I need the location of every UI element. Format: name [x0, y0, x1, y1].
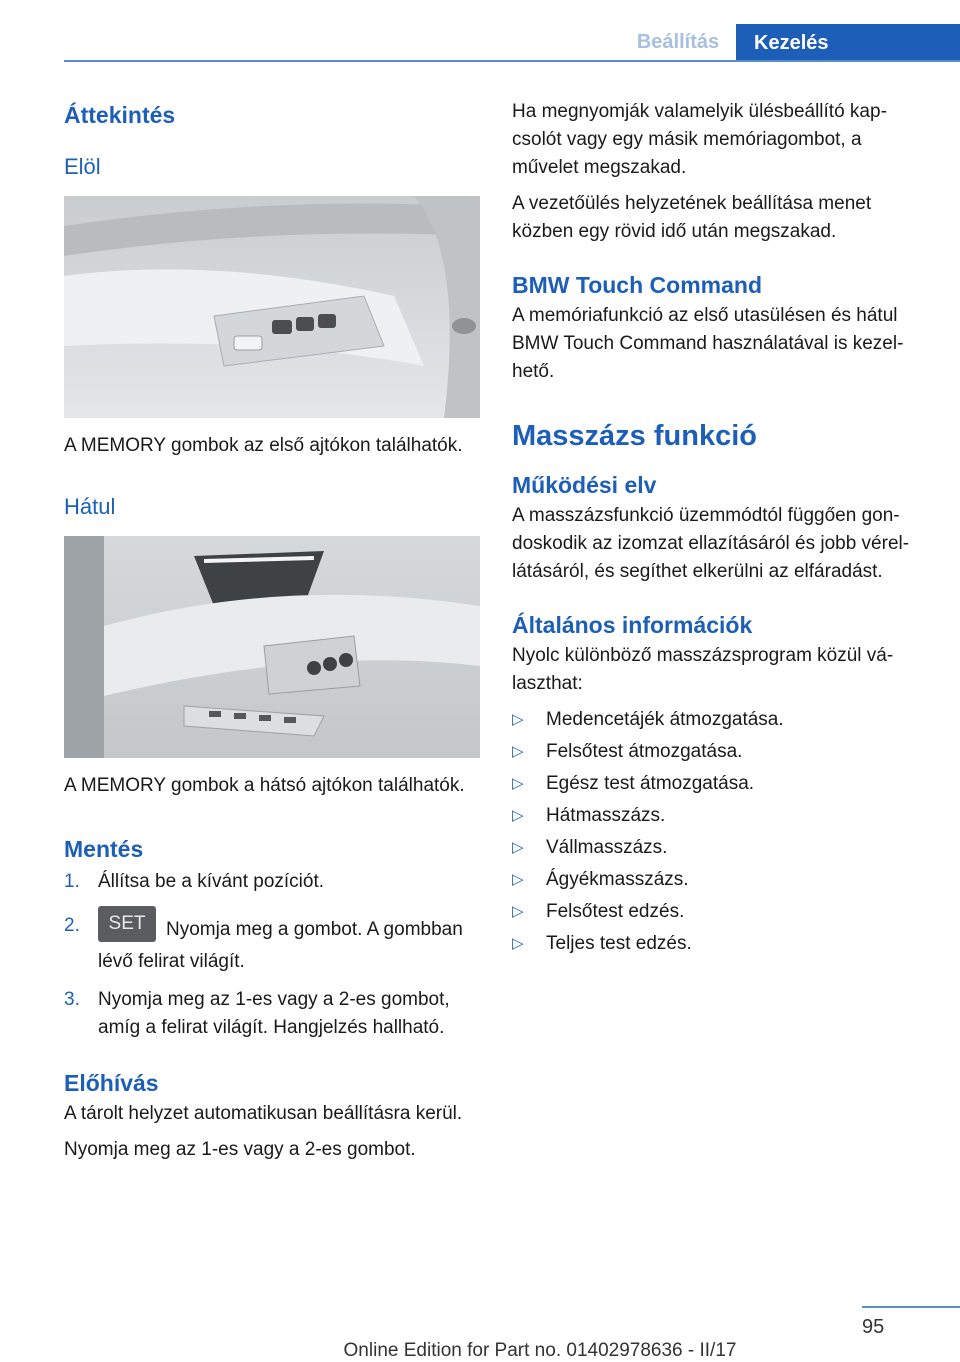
- list-text: Felsőtest átmozgatása.: [546, 741, 743, 762]
- footer-rule: [862, 1306, 960, 1308]
- set-button-icon: SET: [98, 906, 156, 942]
- list-item: [64, 912, 480, 976]
- heading-massage: Masszázs funkció: [512, 420, 757, 452]
- interrupt-paragraph: Ha megnyomják valamelyik ülésbeállító kapcsolót vagy egy másik memóriagombot, a művelet megszakad.: [512, 101, 887, 178]
- heading-rear: Hátul: [64, 494, 116, 519]
- list-item: [512, 738, 924, 766]
- header-rule: [64, 60, 960, 62]
- list-item: [64, 868, 480, 896]
- list-text: Hátmasszázs.: [546, 805, 666, 826]
- list-text: Egész test átmozgatása.: [546, 773, 755, 794]
- triangle-bullet-icon: ▷: [512, 711, 524, 728]
- recall-paragraph-2: Nyomja meg az 1-es vagy a 2-es gombot.: [64, 1139, 416, 1160]
- list-text: Nyomja meg a gombot. A gombban lévő felirat világít.: [98, 919, 463, 972]
- recall-paragraph-1: A tárolt helyzet automatikusan beállításra kerül.: [64, 1103, 463, 1124]
- edition-footer: [0, 1340, 960, 1362]
- list-item: [512, 930, 924, 958]
- front-caption: A MEMORY gombok az első ajtókon találhatók.: [64, 435, 463, 456]
- list-item: [512, 834, 924, 862]
- list-item: [512, 866, 924, 894]
- touch-paragraph: A memóriafunkció az első utasülésen és hátul BMW Touch Command használatával is kezelhető.: [512, 305, 904, 382]
- list-text: Medencetájék átmozgatása.: [546, 709, 784, 730]
- massage-programs-list: [512, 706, 924, 958]
- page-number: 95: [862, 1316, 885, 1338]
- left-column: [64, 98, 480, 1164]
- triangle-bullet-icon: ▷: [512, 935, 524, 952]
- triangle-bullet-icon: ▷: [512, 839, 524, 856]
- rear-caption: A MEMORY gombok a hátsó ajtókon találhatók.: [64, 775, 465, 796]
- list-text: Vállmasszázs.: [546, 837, 668, 858]
- list-text: Felsőtest edzés.: [546, 901, 685, 922]
- heading-touch-command: BMW Touch Command: [512, 272, 762, 298]
- list-text: Ágyékmasszázs.: [546, 869, 689, 890]
- triangle-bullet-icon: ▷: [512, 743, 524, 760]
- list-number: 1.: [64, 871, 80, 892]
- heading-general-info: Általános információk: [512, 612, 753, 638]
- triangle-bullet-icon: ▷: [512, 807, 524, 824]
- list-text: Állítsa be a kívánt pozíciót.: [98, 871, 325, 892]
- list-item: [512, 802, 924, 830]
- list-number: 3.: [64, 989, 80, 1010]
- list-number: 2.: [64, 915, 80, 936]
- list-item: [512, 770, 924, 798]
- list-item: [512, 706, 924, 734]
- heading-recall: Előhívás: [64, 1070, 159, 1096]
- tab-beallitas[interactable]: Beállítás: [636, 30, 720, 53]
- heading-front: Elöl: [64, 154, 101, 179]
- right-column: [512, 98, 924, 962]
- general-paragraph: Nyolc különböző masszázsprogram közül választhat:: [512, 645, 894, 694]
- triangle-bullet-icon: ▷: [512, 775, 524, 792]
- rear-door-photo: [64, 536, 480, 758]
- principle-paragraph: A masszázsfunkció üzemmódtól függően gondoskodik az izomzat ellazításáról és jobb vérellátásáról, és segíthet elkerülni az elfáradást.: [512, 505, 910, 582]
- list-item: [64, 986, 480, 1042]
- section-title-overview: Áttekintés: [64, 102, 176, 128]
- save-steps-list: [64, 868, 480, 1042]
- edition-text: Online Edition for Part no. 01402978636 - II/17: [343, 1340, 737, 1361]
- list-text: Nyomja meg az 1-es vagy a 2-es gombot, amíg a felirat világít. Hangjelzés hallható.: [98, 989, 450, 1038]
- heading-principle: Működési elv: [512, 472, 657, 498]
- triangle-bullet-icon: ▷: [512, 903, 524, 920]
- heading-save: Mentés: [64, 836, 144, 862]
- tab-kezeles[interactable]: Kezelés: [736, 24, 960, 62]
- driving-paragraph: A vezetőülés helyzetének beállítása menet közben egy rövid idő után megszakad.: [512, 193, 872, 242]
- front-door-photo: [64, 196, 480, 418]
- list-item: [512, 898, 924, 926]
- triangle-bullet-icon: ▷: [512, 871, 524, 888]
- list-text: Teljes test edzés.: [546, 933, 692, 954]
